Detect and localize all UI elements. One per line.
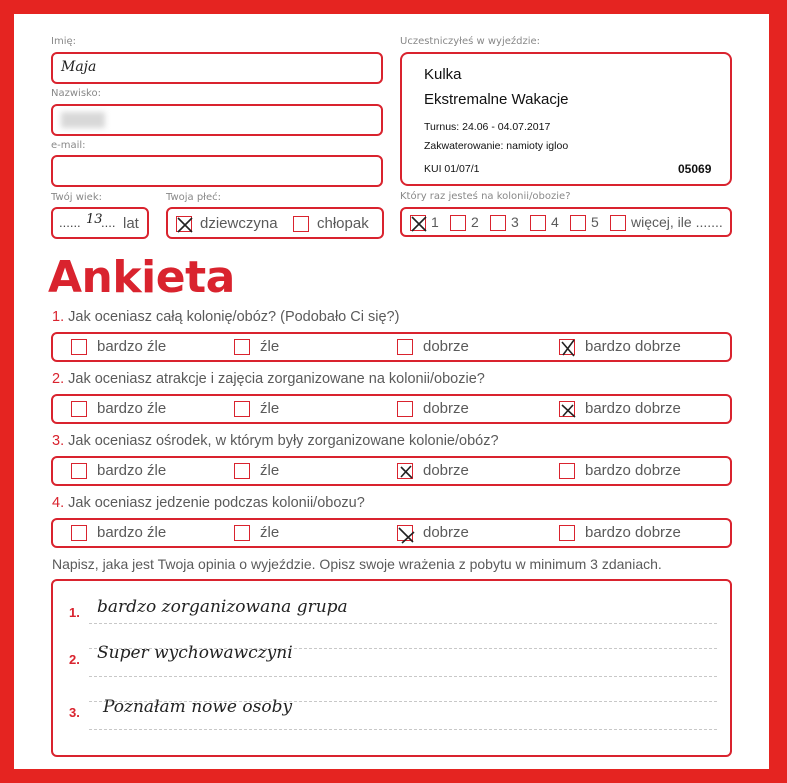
q3-option-4-checkbox[interactable]	[559, 463, 575, 479]
q4-option-2-checkbox[interactable]	[234, 525, 250, 541]
trip-name: Ekstremalne Wakacje	[424, 91, 569, 108]
q3-option-1-label: bardzo źle	[97, 462, 167, 479]
q4-option-3-label: dobrze	[423, 524, 469, 541]
q4-option-1-label: bardzo źle	[97, 524, 167, 541]
age-dots-2: ....	[101, 215, 116, 230]
question-2-answers	[51, 394, 732, 424]
question-4-text: Jak oceniasz jedzenie podczas kolonii/obozu?	[68, 495, 365, 511]
trip-operator: Kulka	[424, 66, 462, 83]
q2-option-3-label: dobrze	[423, 400, 469, 417]
q4-option-1-checkbox[interactable]	[71, 525, 87, 541]
age-unit: lat	[123, 215, 139, 232]
check-x-icon	[558, 400, 578, 420]
q2-option-1-label: bardzo źle	[97, 400, 167, 417]
times-more-checkbox[interactable]	[610, 215, 626, 231]
q2-option-4-checkbox[interactable]	[559, 401, 575, 417]
age-dots: ......	[59, 215, 81, 230]
check-x-icon	[409, 214, 429, 234]
age-field[interactable]	[51, 207, 149, 239]
q2-option-4-label: bardzo dobrze	[585, 400, 681, 417]
q1-option-3-label: dobrze	[423, 338, 469, 355]
gender-girl-checkbox[interactable]	[176, 216, 192, 232]
question-1-answers	[51, 332, 732, 362]
opinion-prompt: Napisz, jaka jest Twoja opinia o wyjeździe. Opisz swoje wrażenia z pobytu w minimum 3 zdaniach.	[52, 556, 662, 572]
trip-info-box	[400, 52, 732, 186]
question-3	[52, 433, 499, 449]
opinion-box[interactable]	[51, 579, 732, 757]
times-1-label: 1	[431, 214, 439, 230]
q1-option-2-label: źle	[260, 338, 280, 355]
q3-option-3-label: dobrze	[423, 462, 469, 479]
trip-turnus: Turnus: 24.06 - 04.07.2017	[424, 121, 551, 133]
name-value: Maja	[61, 59, 97, 75]
q2-option-1-checkbox[interactable]	[71, 401, 87, 417]
participation-label: Uczestniczyłeś w wyjeździe:	[400, 36, 541, 47]
name-field[interactable]	[51, 52, 383, 84]
gender-boy-label: chłopak	[317, 215, 369, 232]
q4-option-4-label: bardzo dobrze	[585, 524, 681, 541]
redacted-surname	[61, 112, 105, 128]
q4-option-2-label: źle	[260, 524, 280, 541]
opinion-line-2: Super wychowawczyni	[97, 643, 293, 663]
question-2-number: 2.	[52, 371, 65, 387]
question-1-number: 1.	[52, 309, 65, 325]
q2-option-3-checkbox[interactable]	[397, 401, 413, 417]
surname-label: Nazwisko:	[51, 88, 101, 99]
opinion-line-1: bardzo zorganizowana grupa	[97, 597, 348, 617]
opinion-number-1: 1.	[69, 605, 80, 620]
email-label: e-mail:	[51, 140, 86, 151]
times-4-label: 4	[551, 214, 559, 230]
q2-option-2-label: źle	[260, 400, 280, 417]
q4-option-4-checkbox[interactable]	[559, 525, 575, 541]
gender-girl-label: dziewczyna	[200, 215, 278, 232]
opinion-rule	[89, 729, 717, 730]
opinion-line-3: Poznałam nowe osoby	[103, 697, 293, 717]
question-3-number: 3.	[52, 433, 65, 449]
times-2-checkbox[interactable]	[450, 215, 466, 231]
q3-option-2-checkbox[interactable]	[234, 463, 250, 479]
opinion-rule	[89, 676, 717, 677]
check-x-icon	[558, 338, 578, 358]
question-3-text: Jak oceniasz ośrodek, w którym były zorganizowane kolonie/obóz?	[68, 433, 499, 449]
q3-option-1-checkbox[interactable]	[71, 463, 87, 479]
q3-option-4-label: bardzo dobrze	[585, 462, 681, 479]
question-4	[52, 495, 365, 511]
survey-sheet	[14, 14, 769, 769]
surname-field[interactable]	[51, 104, 383, 136]
times-5-checkbox[interactable]	[570, 215, 586, 231]
times-field	[400, 207, 732, 237]
q1-option-1-label: bardzo źle	[97, 338, 167, 355]
trip-number: 05069	[678, 162, 712, 176]
times-5-label: 5	[591, 214, 599, 230]
age-value: 13	[86, 212, 103, 227]
q1-option-3-checkbox[interactable]	[397, 339, 413, 355]
q3-option-3-checkbox[interactable]	[397, 463, 413, 479]
check-x-icon	[175, 215, 195, 235]
q1-option-4-label: bardzo dobrze	[585, 338, 681, 355]
name-label: Imię:	[51, 36, 76, 47]
q1-option-2-checkbox[interactable]	[234, 339, 250, 355]
q3-option-2-label: źle	[260, 462, 280, 479]
times-1-checkbox[interactable]	[410, 215, 426, 231]
times-3-label: 3	[511, 214, 519, 230]
question-3-answers	[51, 456, 732, 486]
check-x-icon	[396, 462, 416, 482]
times-label: Który raz jesteś na kolonii/obozie?	[400, 191, 571, 202]
survey-title: Ankieta	[48, 252, 235, 303]
times-4-checkbox[interactable]	[530, 215, 546, 231]
q1-option-1-checkbox[interactable]	[71, 339, 87, 355]
opinion-number-3: 3.	[69, 705, 80, 720]
question-4-answers	[51, 518, 732, 548]
question-2	[52, 371, 485, 387]
check-x-icon	[396, 524, 418, 544]
gender-label: Twoja płeć:	[166, 192, 222, 203]
trip-accommodation: Zakwaterowanie: namioty igloo	[424, 140, 569, 152]
times-3-checkbox[interactable]	[490, 215, 506, 231]
age-label: Twój wiek:	[51, 192, 102, 203]
opinion-number-2: 2.	[69, 652, 80, 667]
q2-option-2-checkbox[interactable]	[234, 401, 250, 417]
opinion-rule	[89, 623, 717, 624]
q1-option-4-checkbox[interactable]	[559, 339, 575, 355]
question-1	[52, 309, 399, 325]
question-1-text: Jak oceniasz całą kolonię/obóz? (Podobało Ci się?)	[68, 309, 400, 325]
times-2-label: 2	[471, 214, 479, 230]
trip-code: KUI 01/07/1	[424, 163, 480, 175]
gender-boy-checkbox[interactable]	[293, 216, 309, 232]
question-2-text: Jak oceniasz atrakcje i zajęcia zorganizowane na kolonii/obozie?	[68, 371, 485, 387]
email-field[interactable]	[51, 155, 383, 187]
question-4-number: 4.	[52, 495, 65, 511]
q4-option-3-checkbox[interactable]	[397, 525, 413, 541]
gender-field	[166, 207, 384, 239]
times-more-label: więcej, ile .......	[631, 214, 723, 230]
